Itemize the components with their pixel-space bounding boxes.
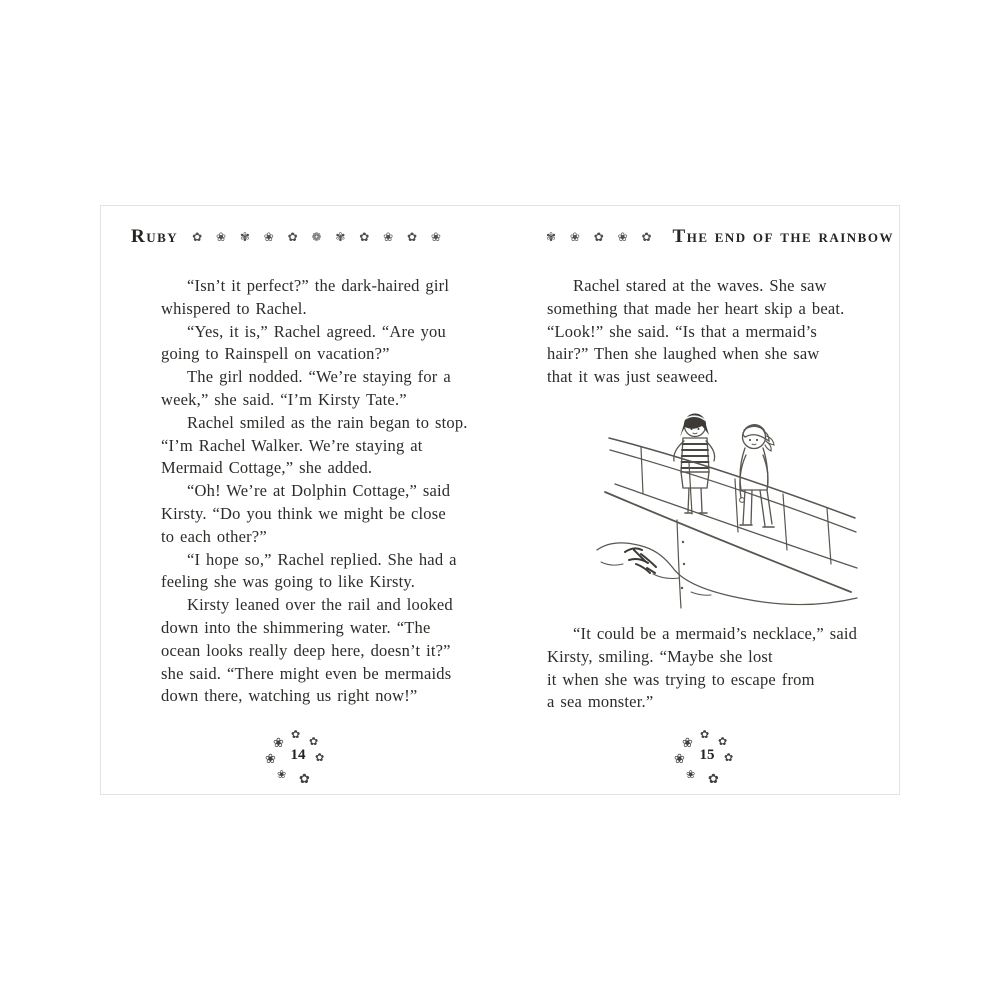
text-line: Rachel smiled as the rain began to stop.	[187, 412, 468, 432]
book-spread	[100, 205, 900, 795]
text-line: Kirsty leaned over the rail and looked	[187, 595, 453, 615]
right-page-header	[546, 226, 894, 248]
left-page-title: Ruby	[131, 226, 179, 247]
text-line: down there, watching us right now!”	[161, 686, 418, 706]
flower-icon: ❀	[277, 768, 287, 781]
text-line: hair?” Then she laughed when she saw	[547, 344, 820, 364]
text-line: “Isn’t it perfect?” the dark-haired girl	[187, 276, 450, 295]
text-line: Kirsty. “Do you think we might be close	[161, 503, 446, 523]
text-line: something that made her heart skip a beat.	[547, 298, 845, 318]
left-page-number-ornament	[265, 728, 331, 790]
text-line: she said. “There might even be mermaids	[161, 663, 452, 683]
right-page-text-top	[547, 275, 887, 389]
flower-ornament-icon: ✿ ❀ ✾ ❀ ✿ ❁ ✾ ✿ ❀ ✿ ❀	[192, 230, 446, 244]
text-line: feeling she was going to like Kirsty.	[161, 572, 416, 592]
flower-icon: ❀	[265, 752, 276, 767]
right-page-title: The end of the rainbow	[672, 226, 894, 247]
left-page-number: 14	[290, 747, 306, 763]
text-line: “Look!” she said. “Is that a mermaid’s	[547, 321, 817, 341]
flower-icon: ❀	[682, 736, 693, 751]
text-line: a sea monster.”	[547, 692, 654, 712]
flower-icon: ✿	[700, 728, 710, 741]
text-line: “I’m Rachel Walker. We’re staying at	[161, 435, 423, 455]
text-line: “It could be a mermaid’s necklace,” said	[573, 624, 858, 643]
text-line: “I hope so,” Rachel replied. She had a	[187, 549, 457, 569]
flower-icon: ✿	[708, 772, 719, 787]
left-page-header	[131, 226, 446, 248]
flower-icon: ✿	[315, 751, 325, 764]
flower-icon: ✿	[309, 735, 319, 748]
flower-ornament-icon: ✾ ❀ ✿ ❀ ✿	[546, 230, 657, 244]
text-line: whispered to Rachel.	[161, 298, 307, 318]
text-line: The girl nodded. “We’re staying for a	[187, 367, 451, 387]
text-line: Mermaid Cottage,” she added.	[161, 458, 373, 478]
text-line: Rachel stared at the waves. She saw	[573, 276, 827, 295]
text-line: it when she was trying to escape from	[547, 669, 815, 689]
flower-icon: ✿	[291, 728, 301, 741]
text-line: week,” she said. “I’m Kirsty Tate.”	[161, 389, 407, 409]
flower-icon: ✿	[718, 735, 728, 748]
right-page-text-bottom	[547, 623, 887, 714]
text-line: “Oh! We’re at Dolphin Cottage,” said	[187, 481, 451, 501]
text-line: Kirsty, smiling. “Maybe she lost	[547, 646, 773, 666]
text-line: “Yes, it is,” Rachel agreed. “Are you	[187, 321, 446, 341]
text-line: ocean looks really deep here, doesn’t it?”	[161, 640, 451, 660]
pier-illustration	[595, 392, 861, 612]
text-line: going to Rainspell on vacation?”	[161, 344, 390, 364]
text-line: that it was just seaweed.	[547, 367, 718, 387]
left-page-text	[161, 275, 501, 708]
flower-icon: ❀	[686, 768, 696, 781]
flower-icon: ❀	[674, 752, 685, 767]
text-line: to each other?”	[161, 526, 267, 546]
flower-icon: ❀	[273, 736, 284, 751]
right-page-number: 15	[699, 747, 715, 763]
flower-icon: ✿	[724, 751, 734, 764]
right-page-number-ornament	[674, 728, 740, 790]
flower-icon: ✿	[299, 772, 310, 787]
text-line: down into the shimmering water. “The	[161, 617, 431, 637]
